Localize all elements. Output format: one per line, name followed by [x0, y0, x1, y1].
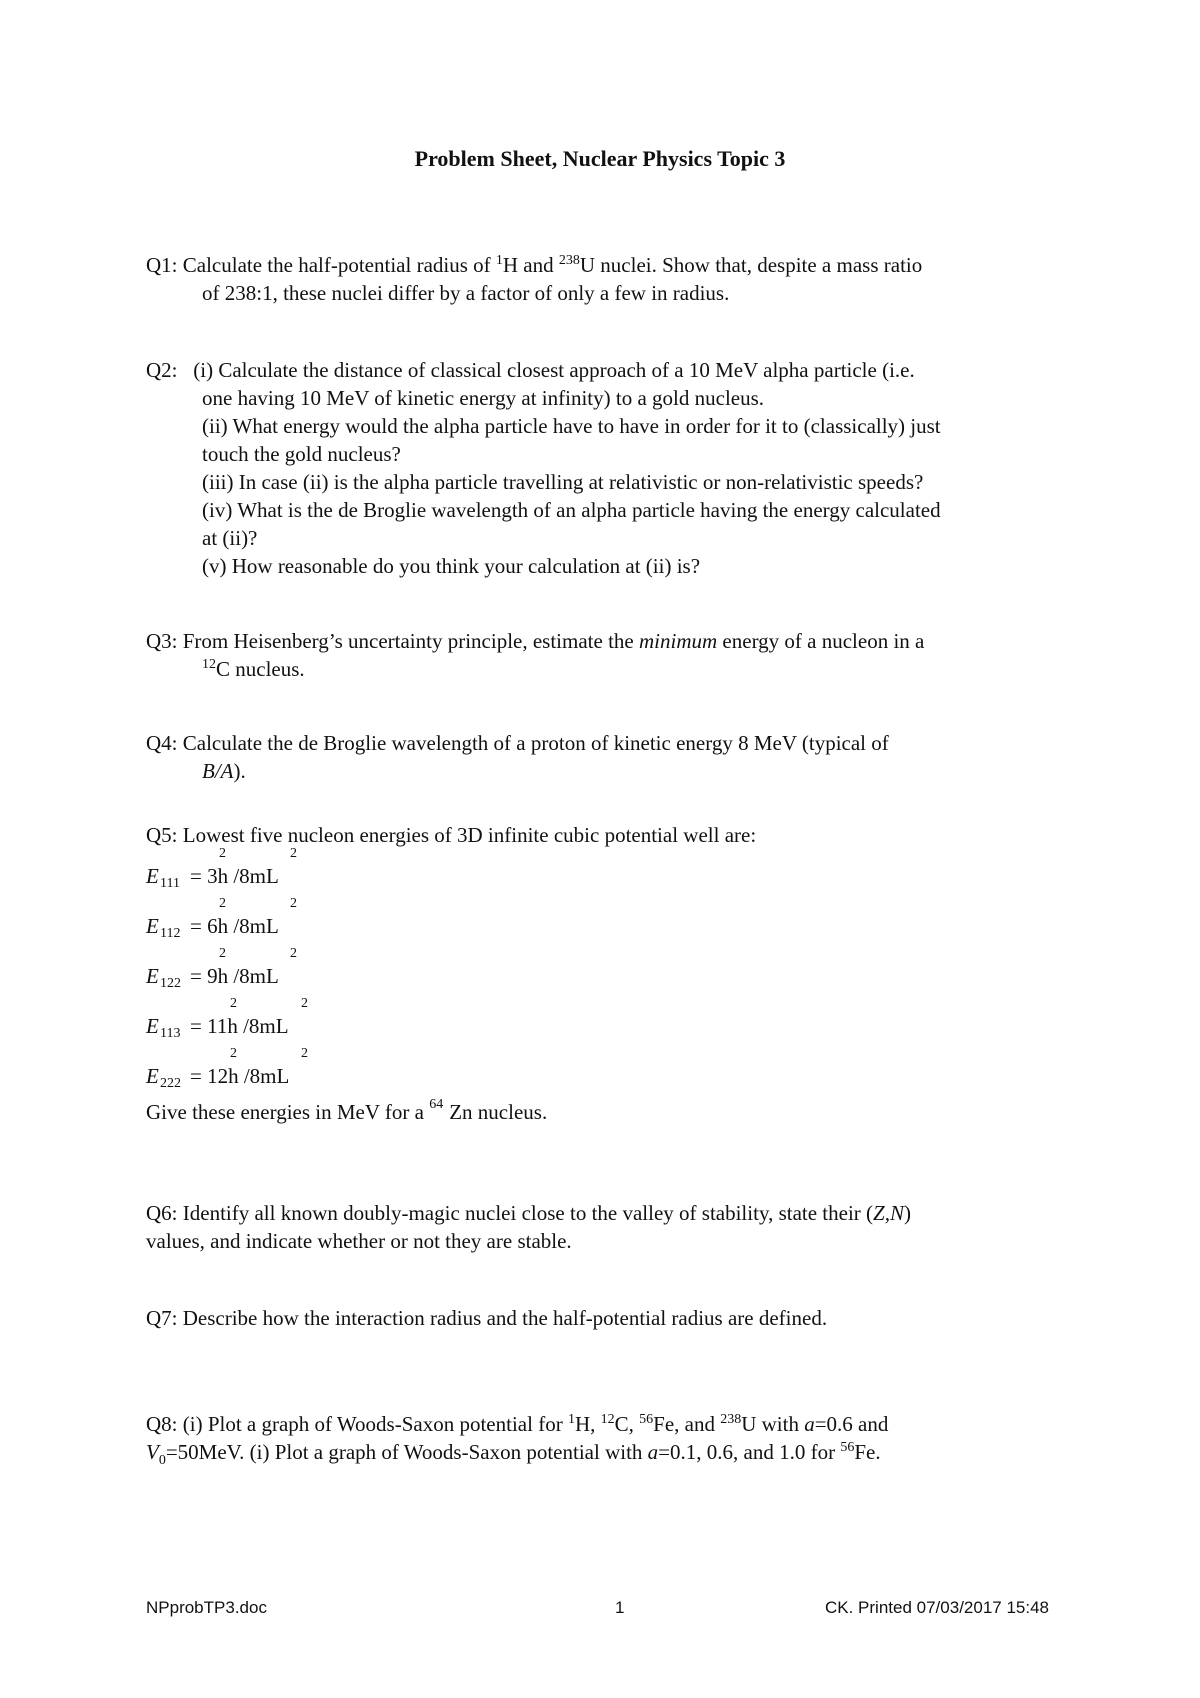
q6-zn: Z,N	[873, 1201, 904, 1225]
q3-line-2: C nucleus.	[216, 657, 305, 681]
formula-row	[146, 1046, 446, 1096]
q1-text-b: H and	[502, 253, 559, 277]
formula-e: E	[146, 1064, 159, 1088]
formula-subscript: 122	[160, 976, 181, 991]
q8-sup-12: 12	[600, 1412, 615, 1427]
q5-give-text-b: Zn nucleus.	[449, 1100, 548, 1124]
footer-page-number: 1	[615, 1598, 625, 1617]
q3-text: From Heisenberg’s uncertainty principle, estimate the	[182, 629, 639, 653]
formula-e: E	[146, 1014, 159, 1038]
q1-text-c: U nuclei. Show that, despite a mass ratio	[579, 253, 923, 277]
formula-sup-l: 2	[301, 1046, 308, 1061]
q6-line-2: values, and indicate whether or not they are stable.	[146, 1229, 572, 1253]
q8-text-u: U with	[741, 1412, 805, 1436]
formula-rhs: = 3h /8mL	[190, 864, 279, 888]
question-2	[146, 356, 1076, 580]
formula-rhs: = 6h /8mL	[190, 914, 279, 938]
formula-e: E	[146, 864, 159, 888]
formula-sup-h: 2	[230, 1046, 237, 1061]
q2-part-v: (v) How reasonable do you think your calculation at (ii) is?	[202, 554, 701, 578]
question-6	[146, 1199, 1076, 1255]
question-1	[146, 251, 1076, 307]
q8-v: V	[146, 1440, 159, 1464]
q8-line-2c: Fe.	[854, 1440, 881, 1464]
formula-rhs: = 9h /8mL	[190, 964, 279, 988]
q8-text-fe: Fe, and	[653, 1412, 721, 1436]
question-7	[146, 1304, 1076, 1332]
q3-text-b: energy of a nucleon in a	[717, 629, 925, 653]
q8-text-and: =0.6 and	[814, 1412, 889, 1436]
q8-line-2b: =0.1, 0.6, and 1.0 for	[658, 1440, 841, 1464]
q5-sup-64: 64	[429, 1097, 444, 1112]
question-3	[146, 627, 1076, 683]
q6-label: Q6:	[146, 1201, 178, 1225]
formula-sup-h: 2	[219, 946, 226, 961]
q8-sup-1: 1	[567, 1412, 575, 1427]
q8-text: (i) Plot a graph of Woods-Saxon potential for	[182, 1412, 568, 1436]
q8-text-h: H,	[574, 1412, 601, 1436]
q8-text-c: C,	[614, 1412, 640, 1436]
q1-line-2: of 238:1, these nuclei differ by a factor of only a few in radius.	[202, 281, 730, 305]
q5-formula-list	[146, 846, 446, 1096]
formula-e: E	[146, 914, 159, 938]
formula-row	[146, 846, 446, 896]
q2-part-ii: (ii) What energy would the alpha particle have to have in order for it to (classically) just	[202, 414, 941, 438]
footer-printed: CK. Printed 07/03/2017 15:48	[825, 1598, 1049, 1617]
formula-rhs: = 12h /8mL	[190, 1064, 290, 1088]
formula-rhs: = 11h /8mL	[190, 1014, 289, 1038]
formula-subscript: 222	[160, 1076, 181, 1091]
q8-sup-238: 238	[720, 1412, 742, 1427]
q1-sup-1: 1	[495, 253, 503, 268]
q2-part-i: (i) Calculate the distance of classical closest approach of a 10 MeV alpha particle (i.e.	[193, 358, 915, 382]
q1-sup-238: 238	[558, 253, 580, 268]
question-5	[146, 821, 1076, 849]
q7-text: Describe how the interaction radius and the half-potential radius are defined.	[182, 1306, 828, 1330]
q2-label: Q2:	[146, 358, 178, 382]
formula-row	[146, 896, 446, 946]
q2-line-7: at (ii)?	[202, 526, 258, 550]
q8-a2: a	[647, 1440, 659, 1464]
q2-part-iv: (iv) What is the de Broglie wavelength of an alpha particle having the energy calculated	[202, 498, 941, 522]
q5-give-text: Give these energies in MeV for a	[146, 1100, 430, 1124]
q2-line-2: one having 10 MeV of kinetic energy at infinity) to a gold nucleus.	[202, 386, 765, 410]
formula-sup-l: 2	[290, 946, 297, 961]
q8-a: a	[804, 1412, 815, 1436]
formula-row	[146, 946, 446, 996]
formula-sup-l: 2	[290, 846, 297, 861]
q6-text-b: )	[903, 1201, 911, 1225]
q6-text: Identify all known doubly-magic nuclei close to the valley of stability, state their (	[182, 1201, 874, 1225]
q7-label: Q7:	[146, 1306, 178, 1330]
q1-text: Calculate the half-potential radius of	[182, 253, 496, 277]
footer-filename: NPprobTP3.doc	[146, 1598, 267, 1617]
formula-subscript: 112	[160, 926, 181, 941]
q4-line-2: ).	[233, 759, 246, 783]
formula-e: E	[146, 964, 159, 988]
q8-v-sub: 0	[158, 1453, 166, 1469]
q2-part-iii: (iii) In case (ii) is the alpha particle travelling at relativistic or non-relativistic speeds?	[202, 470, 924, 494]
formula-subscript: 111	[160, 876, 180, 891]
formula-row	[146, 996, 446, 1046]
q5-intro: Lowest five nucleon energies of 3D infinite cubic potential well are:	[182, 823, 757, 847]
q4-text: Calculate the de Broglie wavelength of a proton of kinetic energy 8 MeV (typical of	[182, 731, 889, 755]
question-4	[146, 729, 1076, 785]
q8-sup-56b: 56	[840, 1440, 855, 1455]
q8-line-2: =50MeV. (i) Plot a graph of Woods-Saxon potential with	[165, 1440, 648, 1464]
q8-sup-56: 56	[639, 1412, 654, 1427]
formula-subscript: 113	[160, 1026, 181, 1041]
formula-sup-h: 2	[219, 846, 226, 861]
formula-sup-h: 2	[230, 996, 237, 1011]
formula-sup-l: 2	[290, 896, 297, 911]
question-8	[146, 1410, 1076, 1475]
page-title: Problem Sheet, Nuclear Physics Topic 3	[414, 146, 786, 171]
q5-give-energies	[146, 1098, 1076, 1126]
q3-label: Q3:	[146, 629, 178, 653]
q8-label: Q8:	[146, 1412, 178, 1436]
q5-label: Q5:	[146, 823, 178, 847]
q3-sup-12: 12	[202, 657, 216, 672]
q4-label: Q4:	[146, 731, 178, 755]
formula-sup-l: 2	[301, 996, 308, 1011]
formula-sup-h: 2	[219, 896, 226, 911]
q2-line-4: touch the gold nucleus?	[202, 442, 401, 466]
q3-emphasis: minimum	[639, 629, 718, 653]
q4-b-over-a: B/A	[202, 759, 234, 783]
q1-label: Q1:	[146, 253, 178, 277]
